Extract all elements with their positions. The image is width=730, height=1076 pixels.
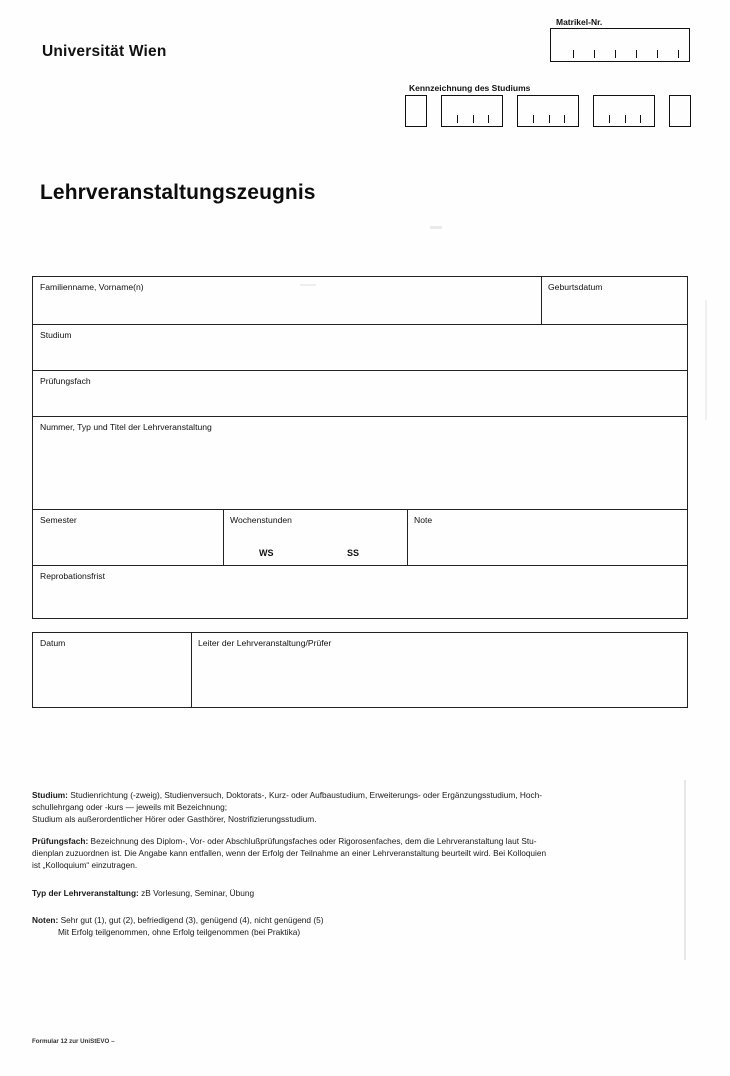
study-code-box-1[interactable] (405, 95, 427, 127)
field-name[interactable] (33, 277, 541, 324)
field-note-label: Note (414, 515, 433, 525)
row-reprobationsfrist[interactable] (33, 566, 687, 618)
note-studium-text3: Studium als außerordentlicher Hörer oder Gasthörer, Nostrifizierungsstudium. (32, 813, 317, 824)
row-semester-stunden-note (33, 510, 687, 566)
note-noten (32, 915, 696, 939)
field-ws-label: WS (259, 548, 274, 558)
form-footer: Formular 12 zur UniStEVO – (32, 1038, 115, 1045)
field-wochenstunden[interactable] (223, 510, 407, 565)
field-name-label: Familienname, Vorname(n) (40, 282, 144, 292)
row-studium[interactable] (33, 325, 687, 371)
field-leiter[interactable] (191, 633, 687, 707)
matrikel-number-label: Matrikel-Nr. (556, 17, 603, 27)
note-typ-title: Typ der Lehrveranstaltung: (32, 887, 139, 898)
university-name: Universität Wien (42, 43, 167, 60)
field-ss-label: SS (347, 548, 360, 558)
study-code-box-3[interactable] (517, 95, 579, 127)
field-lehrveranstaltung-label: Nummer, Typ und Titel der Lehrveranstaltung (40, 422, 212, 432)
field-birthdate-label: Geburtsdatum (548, 282, 603, 292)
note-pruefungsfach-title: Prüfungsfach: (32, 836, 89, 847)
study-code-box-2[interactable] (441, 95, 503, 127)
row-lehrveranstaltung[interactable] (33, 417, 687, 510)
signature-table (32, 632, 688, 708)
field-birthdate[interactable] (541, 277, 687, 324)
field-semester-label: Semester (40, 515, 77, 525)
study-code-label: Kennzeichnung des Studiums (409, 83, 531, 93)
field-studium-label: Studium (40, 330, 72, 340)
field-reprobationsfrist-label: Reprobationsfrist (40, 571, 105, 581)
field-wochenstunden-label: Wochenstunden (230, 515, 292, 525)
page-title: Lehrveranstaltungszeugnis (40, 181, 316, 204)
field-note[interactable] (407, 510, 687, 565)
note-noten-title: Noten: (32, 915, 59, 926)
note-studium-text: Studienrichtung (-zweig), Studienversuch, Doktorats-, Kurz- oder Aufbaustudium, Erweiterungs- oder Ergänzungsstudium, Hoch- (67, 790, 543, 800)
row-pruefungsfach[interactable] (33, 371, 687, 417)
field-pruefungsfach-label: Prüfungsfach (40, 376, 91, 386)
note-typ-text: zB Vorlesung, Seminar, Übung (138, 887, 255, 898)
field-semester[interactable] (33, 510, 223, 565)
certificate-form-table (32, 276, 688, 619)
matrikel-number-field[interactable] (550, 28, 690, 62)
row-name-birthdate (33, 277, 687, 325)
study-code-box-4[interactable] (593, 95, 655, 127)
note-pruefungsfach-text: Bezeichnung des Diplom-, Vor- oder Abschlußprüfungsfaches oder Rigorosenfaches, dem die Lehrveranstaltung laut Stu- (88, 836, 537, 847)
note-typ (32, 888, 696, 900)
note-studium-text2: schullehrgang oder -kurs — jeweils mit Bezeichnung; (32, 801, 228, 812)
scan-artifact (430, 226, 442, 229)
note-studium-title: Studium: (32, 790, 68, 800)
field-datum-label: Datum (40, 638, 66, 648)
scan-artifact (705, 300, 707, 420)
note-studium (32, 790, 696, 825)
explanatory-notes (32, 790, 696, 950)
note-noten-text2: Mit Erfolg teilgenommen, ohne Erfolg teilgenommen (bei Praktika) (58, 927, 301, 938)
note-noten-text: Sehr gut (1), gut (2), befriedigend (3), genügend (4), nicht genügend (5) (58, 915, 324, 926)
note-pruefungsfach-text2: dienplan zuzuordnen ist. Die Angabe kann entfallen, wenn der Erfolg der Teilnahme an einer Lehrveranstaltung beurteilt wird. Bei Kolloquien (32, 848, 547, 859)
field-leiter-label: Leiter der Lehrveranstaltung/Prüfer (198, 638, 332, 648)
field-datum[interactable] (33, 633, 191, 707)
study-code-box-5[interactable] (669, 95, 691, 127)
note-pruefungsfach (32, 836, 696, 871)
note-pruefungsfach-text3: ist „Kolloquium“ einzutragen. (32, 859, 138, 870)
